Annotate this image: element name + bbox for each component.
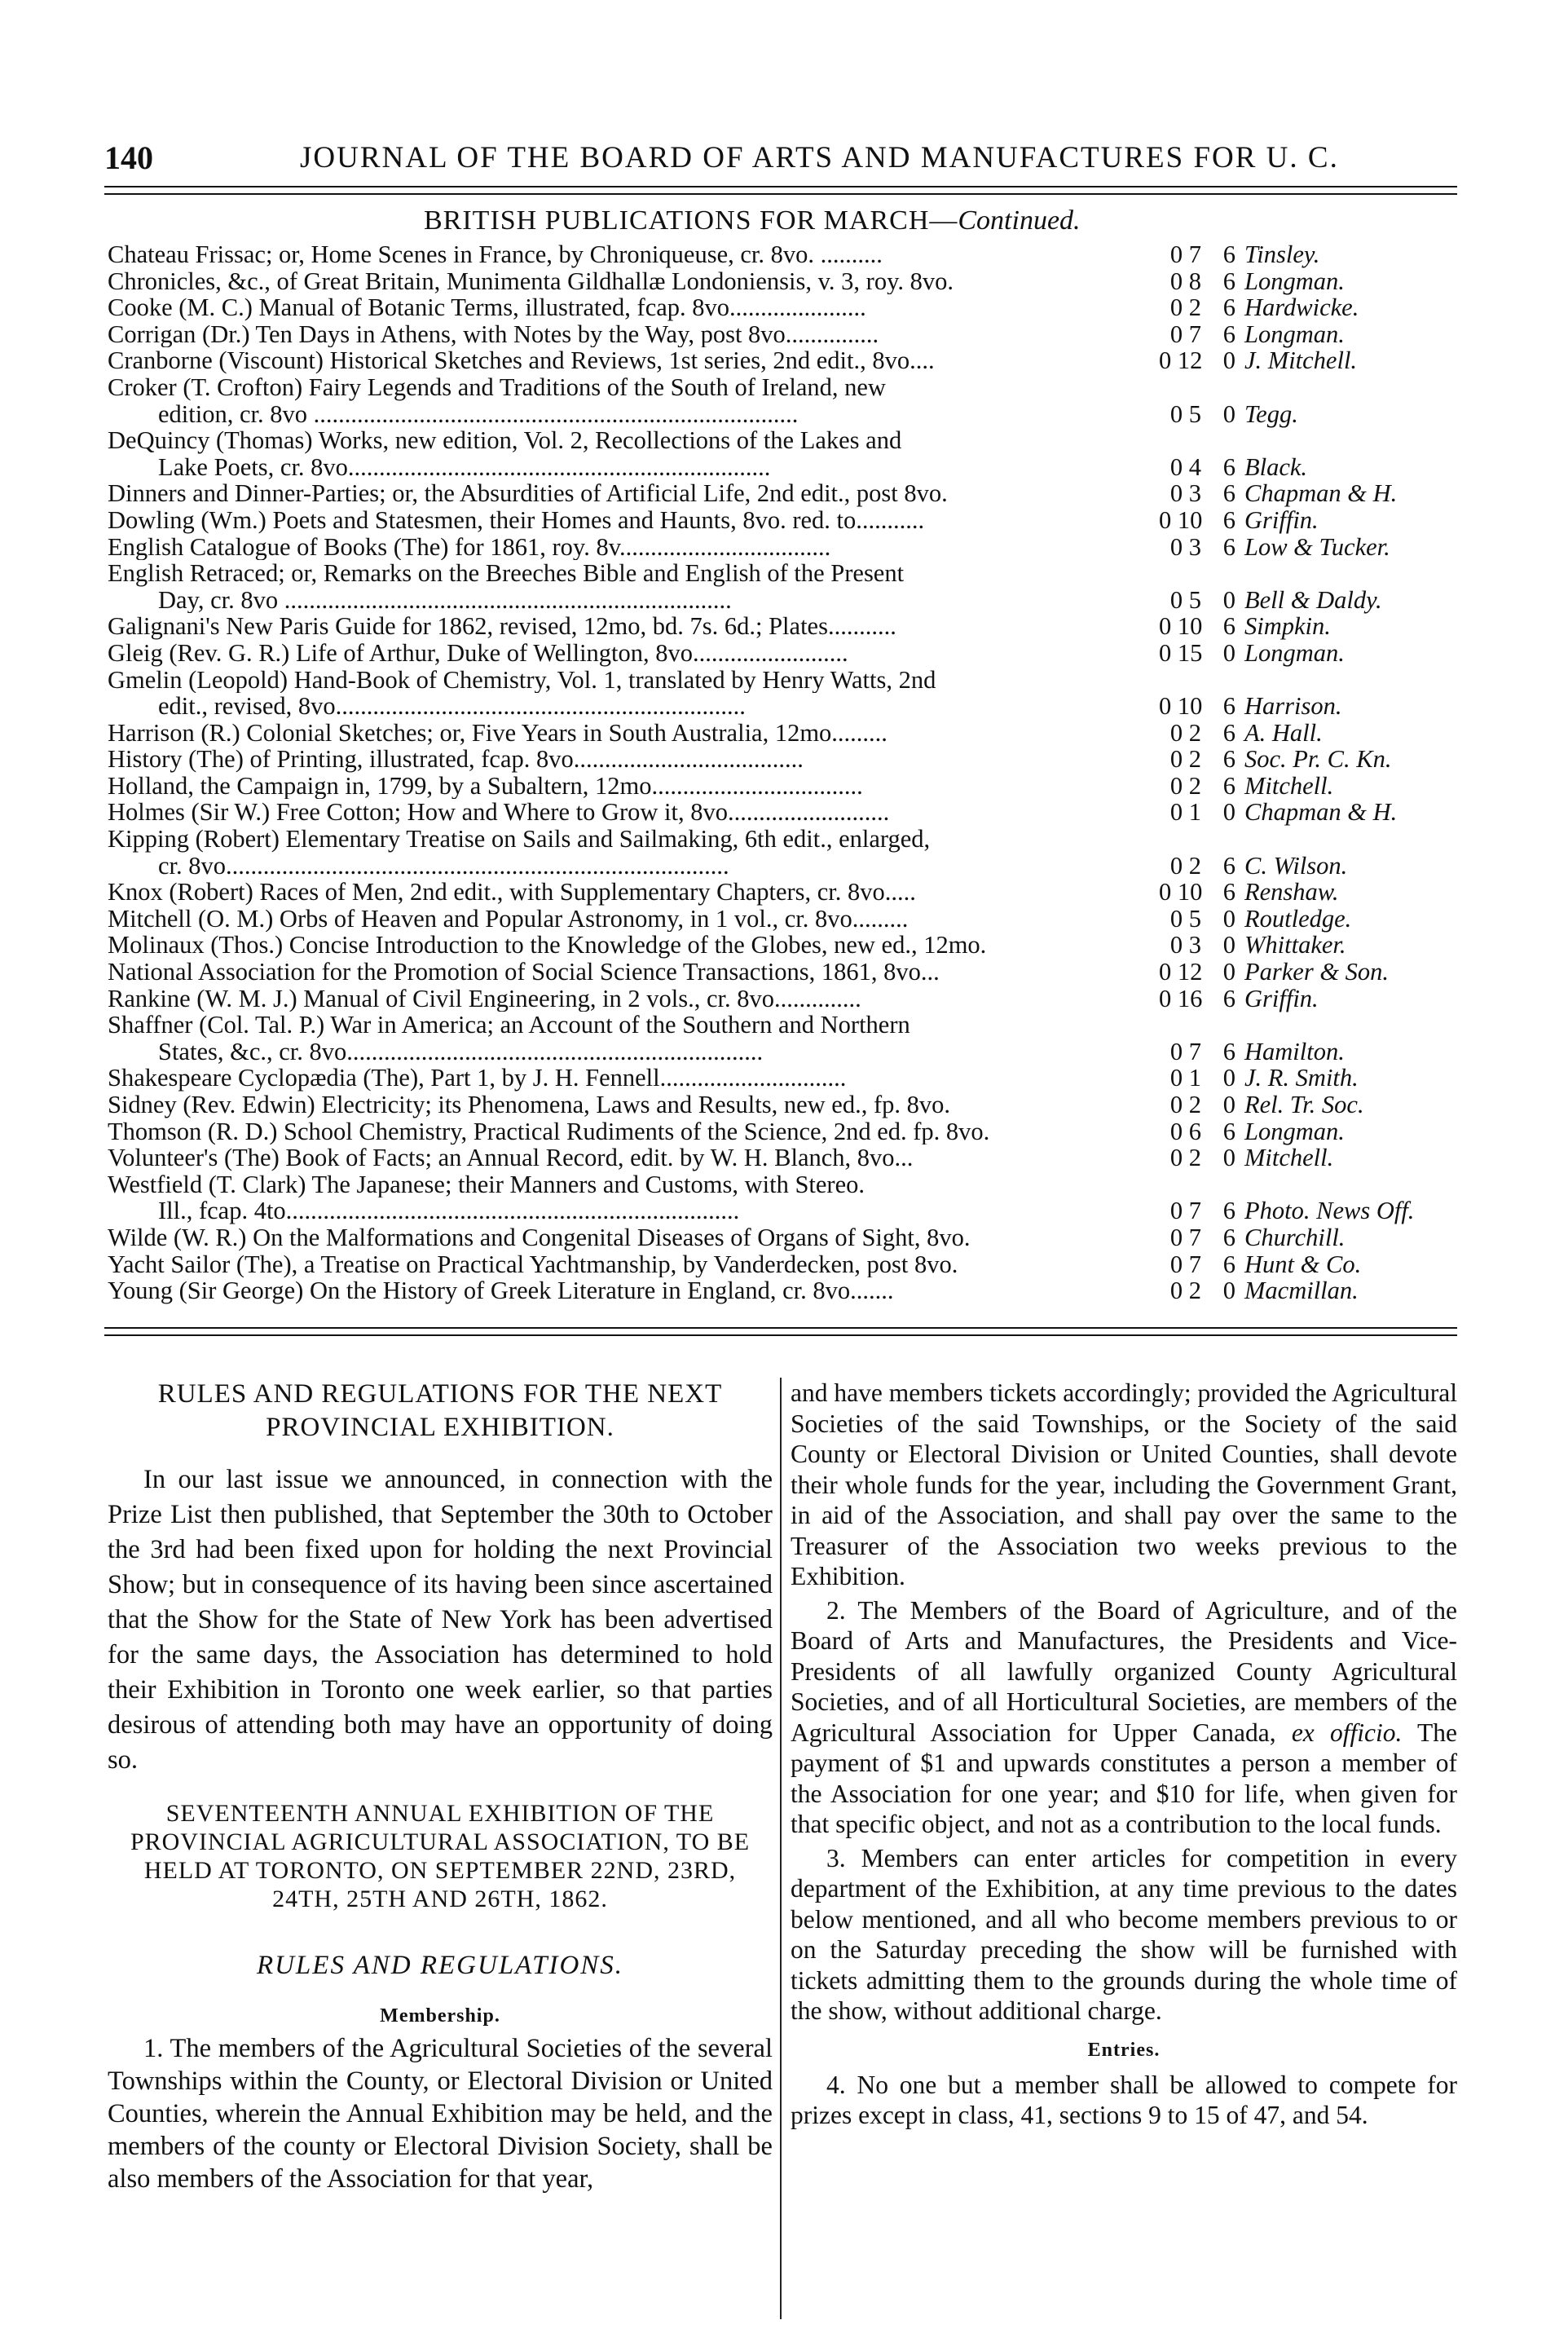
price-shillings: 0 5	[1169, 904, 1201, 933]
publication-row	[108, 1092, 1460, 1118]
price-shillings: 0 3	[1169, 479, 1201, 508]
price-pence: 0	[1222, 638, 1235, 667]
price-pence: 6	[1222, 745, 1235, 774]
publication-title: Dinners and Dinner-Parties; or, the Absurdities of Artificial Life, 2nd edit., post 8vo.	[108, 480, 948, 507]
price-pence: 0	[1222, 931, 1235, 959]
publisher: Tegg.	[1244, 399, 1298, 428]
publication-row	[108, 1251, 1460, 1278]
price-pence: 6	[1222, 612, 1235, 641]
price-pence: 0	[1222, 1277, 1235, 1305]
publisher: Black.	[1244, 452, 1308, 481]
publications-title-suffix: Continued.	[958, 205, 1081, 236]
publisher: Soc. Pr. C. Kn.	[1244, 745, 1392, 774]
rule-3: 3. Members can enter articles for competition in every department of the Exhibition, at any time previous to the dates below mentioned, and all who become members previous to or on the Saturday preceding the show will be furnished with tickets admitting them to the grounds during the whole time of the show, without additional charge.	[791, 1843, 1457, 2025]
price-shillings: 0 3	[1169, 532, 1201, 561]
publication-row	[108, 1171, 1460, 1198]
rule-4: 4. No one but a member shall be allowed to compete for prizes except in class, 41, sections 9 to 15 of 47, and 54.	[791, 2070, 1457, 2129]
publication-row	[108, 294, 1460, 321]
publication-title: States, &c., cr. 8vo...................................................................	[158, 1038, 764, 1065]
price-pence: 6	[1222, 452, 1235, 481]
publication-row	[108, 587, 1460, 614]
publication-row	[108, 374, 1460, 401]
price-shillings: 0 2	[1169, 1144, 1201, 1172]
publication-title: Day, cr. 8vo ........................................................................	[158, 586, 732, 614]
publication-row	[108, 480, 1460, 507]
publisher: J. Mitchell.	[1244, 346, 1358, 375]
price-pence: 6	[1222, 984, 1235, 1012]
price-shillings: 0 4	[1169, 452, 1201, 481]
publication-title: Ill., fcap. 4to.........................................................................	[158, 1197, 740, 1224]
publication-row	[108, 1277, 1460, 1304]
publication-title: Rankine (W. M. J.) Manual of Civil Engineering, in 2 vols., cr. 8vo..............	[108, 985, 861, 1012]
publications-title-text: BRITISH PUBLICATIONS FOR MARCH—	[424, 205, 958, 236]
rule-1: 1. The members of the Agricultural Societies of the several Townships within the County, or Electoral Division or United Counties, wherein the Annual Exhibition may be held, and the members of the county or Electoral Division Society, shall be also members of the Association for that year,	[108, 2034, 773, 2194]
publication-title: Yacht Sailor (The), a Treatise on Practical Yachtmanship, by Vanderdecken, post 8vo.	[108, 1250, 958, 1278]
publication-row	[108, 507, 1460, 534]
price-shillings: 0 5	[1169, 585, 1201, 614]
publication-row	[108, 720, 1460, 747]
publication-title: Shaffner (Col. Tal. P.) War in America; an Account of the Southern and Northern	[108, 1012, 910, 1039]
publication-row	[108, 268, 1460, 295]
price-pence: 6	[1222, 240, 1235, 268]
publication-title: Corrigan (Dr.) Ten Days in Athens, with Notes by the Way, post 8vo...............	[108, 320, 879, 348]
publication-row	[108, 773, 1460, 800]
price-pence: 6	[1222, 267, 1235, 295]
price-shillings: 0 7	[1169, 320, 1201, 348]
publication-title: Lake Poets, cr. 8vo....................................................................	[158, 453, 771, 481]
column-divider	[780, 1378, 782, 2319]
publication-row	[108, 853, 1460, 880]
entries-subhead: Entries.	[1087, 2039, 1161, 2061]
publisher: Parker & Son.	[1244, 958, 1390, 986]
price-shillings: 0 1	[1169, 1064, 1201, 1092]
publication-title: National Association for the Promotion of Social Science Transactions, 1861, 8vo...	[108, 959, 940, 986]
price-shillings: 0 2	[1169, 745, 1201, 774]
publisher: Hunt & Co.	[1244, 1250, 1362, 1278]
price-pence: 6	[1222, 1197, 1235, 1225]
price-pence: 0	[1222, 904, 1235, 933]
price-pence: 6	[1222, 718, 1235, 747]
publication-title: edit., revised, 8vo..................................................................	[158, 693, 746, 720]
publications-title	[424, 205, 1081, 236]
membership-subhead: Membership.	[380, 2005, 500, 2027]
publisher: Mitchell.	[1244, 1144, 1334, 1172]
publication-row	[108, 454, 1460, 481]
publication-title: Chronicles, &c., of Great Britain, Munimenta Gildhallæ Londoniensis, v. 3, roy. 8vo.	[108, 267, 954, 295]
publisher: Macmillan.	[1244, 1277, 1359, 1305]
price-shillings: 0 6	[1169, 1117, 1201, 1145]
publication-row	[108, 932, 1460, 959]
publication-row	[108, 401, 1460, 428]
publication-row	[108, 906, 1460, 933]
publication-row	[108, 746, 1460, 773]
price-shillings: 0 12	[1159, 346, 1203, 375]
publication-row	[108, 613, 1460, 640]
publication-row	[108, 959, 1460, 986]
publication-title: English Catalogue of Books (The) for 1861, roy. 8v..................................	[108, 533, 831, 561]
publication-title: Volunteer's (The) Book of Facts; an Annual Record, edit. by W. H. Blanch, 8vo...	[108, 1145, 914, 1171]
publication-row	[108, 1039, 1460, 1065]
price-shillings: 0 7	[1169, 1037, 1201, 1065]
price-shillings: 0 8	[1169, 267, 1201, 295]
price-shillings: 0 15	[1159, 638, 1203, 667]
publication-title: Gmelin (Leopold) Hand-Book of Chemistry, Vol. 1, translated by Henry Watts, 2nd	[108, 666, 936, 694]
publication-title: cr. 8vo.................................................................................	[158, 852, 729, 880]
price-shillings: 0 12	[1159, 958, 1203, 986]
price-pence: 0	[1222, 1091, 1235, 1118]
publication-title: Cooke (M. C.) Manual of Botanic Terms, illustrated, fcap. 8vo......................	[108, 294, 866, 321]
publication-title: Young (Sir George) On the History of Greek Literature in England, cr. 8vo.......	[108, 1277, 894, 1304]
price-shillings: 0 7	[1169, 1197, 1201, 1225]
publisher: A. Hall.	[1244, 718, 1323, 747]
right-column	[791, 1378, 1457, 2131]
price-shillings: 0 3	[1169, 931, 1201, 959]
price-pence: 6	[1222, 293, 1235, 322]
price-shillings: 0 10	[1159, 692, 1203, 721]
publication-row	[108, 1012, 1460, 1039]
publication-row	[108, 799, 1460, 826]
publications-end-rule	[104, 1327, 1457, 1336]
rules-regulations-heading: RULES AND REGULATIONS.	[256, 1951, 624, 1980]
publisher: Rel. Tr. Soc.	[1244, 1091, 1364, 1118]
publication-row	[108, 321, 1460, 348]
publisher: Mitchell.	[1244, 771, 1334, 800]
price-pence: 6	[1222, 479, 1235, 508]
publisher: Longman.	[1244, 1117, 1345, 1145]
publication-title: Sidney (Rev. Edwin) Electricity; its Phenomena, Laws and Results, new ed., fp. 8vo.	[108, 1092, 950, 1118]
price-shillings: 0 7	[1169, 1250, 1201, 1278]
price-pence: 0	[1222, 1144, 1235, 1172]
publisher: Chapman & H.	[1244, 798, 1398, 827]
publisher: C. Wilson.	[1244, 851, 1348, 880]
price-pence: 6	[1222, 771, 1235, 800]
publication-row	[108, 1197, 1460, 1224]
publication-title: Knox (Robert) Races of Men, 2nd edit., with Supplementary Chapters, cr. 8vo.....	[108, 879, 916, 906]
publication-title: History (The) of Printing, illustrated, fcap. 8vo.....................................	[108, 746, 804, 773]
exhibition-heading: SEVENTEENTH ANNUAL EXHIBITION OF THE PROVINCIAL AGRICULTURAL ASSOCIATION, TO BE HELD AT TORONTO, ON SEPTEMBER 22ND, 23RD, 24TH, 25TH AND 26TH, 1862.	[130, 1800, 751, 1912]
publisher: Hamilton.	[1244, 1037, 1345, 1065]
publication-row	[108, 427, 1460, 454]
price-pence: 6	[1222, 692, 1235, 721]
publication-row	[108, 667, 1460, 694]
publisher: Simpkin.	[1244, 612, 1331, 641]
publication-title: Harrison (R.) Colonial Sketches; or, Five Years in South Australia, 12mo.........	[108, 719, 888, 747]
price-pence: 6	[1222, 505, 1235, 534]
publisher: Griffin.	[1244, 505, 1319, 534]
rule-2-payment: The payment of $1 and upwards constitutes a person a member of the Association for one year; and $10 for life, when given for that specific object, and not as a contribution to the local funds.	[791, 1718, 1457, 1838]
publication-row	[108, 1118, 1460, 1145]
publisher: Hardwicke.	[1244, 293, 1359, 322]
publication-title: Gleig (Rev. G. R.) Life of Arthur, Duke of Wellington, 8vo.........................	[108, 639, 848, 667]
publication-title: Cranborne (Viscount) Historical Sketches and Reviews, 1st series, 2nd edit., 8vo....	[108, 347, 935, 374]
price-shillings: 0 2	[1169, 1277, 1201, 1305]
price-shillings: 0 2	[1169, 293, 1201, 322]
publisher: Photo. News Off.	[1244, 1197, 1415, 1225]
price-shillings: 0 10	[1159, 505, 1203, 534]
publication-row	[108, 241, 1460, 268]
publication-row	[108, 347, 1460, 374]
publications-list	[108, 241, 1460, 1304]
publisher: Low & Tucker.	[1244, 532, 1390, 561]
price-pence: 0	[1222, 346, 1235, 375]
publication-row	[108, 693, 1460, 720]
publication-title: edition, cr. 8vo ..............................................................................	[158, 400, 799, 428]
publication-row	[108, 560, 1460, 587]
publication-title: Mitchell (O. M.) Orbs of Heaven and Popular Astronomy, in 1 vol., cr. 8vo.........	[108, 905, 909, 933]
publication-title: Holland, the Campaign in, 1799, by a Subaltern, 12mo..................................	[108, 772, 863, 800]
price-pence: 6	[1222, 532, 1235, 561]
price-shillings: 0 2	[1169, 771, 1201, 800]
price-pence: 6	[1222, 1223, 1235, 1251]
price-pence: 0	[1222, 958, 1235, 986]
rule-1-continued: and have members tickets accordingly; provided the Agricultural Societies of the said Townships, or the Society of the said County or Electoral Division or United Counties, shall devote their whole funds for the year, including the Government Grant, in aid of the Association, and shall pay over the same to the Treasurer of the Association two weeks previous to the Exhibition.	[791, 1378, 1457, 1590]
publication-title: Westfield (T. Clark) The Japanese; their Manners and Customs, with Stereo.	[108, 1171, 865, 1198]
publisher: Bell & Daldy.	[1244, 585, 1382, 614]
price-pence: 0	[1222, 798, 1235, 827]
running-head: JOURNAL OF THE BOARD OF ARTS AND MANUFACTURES FOR U. C.	[300, 141, 1339, 174]
price-pence: 0	[1222, 585, 1235, 614]
price-shillings: 0 1	[1169, 798, 1201, 827]
publication-row	[108, 1224, 1460, 1251]
rule-2	[791, 1595, 1457, 1840]
page-number: 140	[104, 139, 153, 176]
price-pence: 6	[1222, 320, 1235, 348]
publisher: Longman.	[1244, 267, 1345, 295]
publisher: Griffin.	[1244, 984, 1319, 1012]
rule-2-text: 2. The Members of the Board of Agriculture, and of the Board of Arts and Manufactures, the Presidents and Vice-Presidents of all lawfully organized County Agricultural Societies, and of all Horticultural Societies, are members of the Agricultural Association for Upper Canada,	[791, 1595, 1457, 1747]
publication-title: Dowling (Wm.) Poets and Statesmen, their Homes and Haunts, 8vo. red. to...........	[108, 506, 925, 534]
publication-row	[108, 1145, 1460, 1171]
price-shillings: 0 16	[1159, 984, 1203, 1012]
price-shillings: 0 10	[1159, 612, 1203, 641]
publisher: Renshaw.	[1244, 878, 1339, 906]
rule-2-ex-officio: ex officio.	[1291, 1718, 1403, 1747]
publisher: Churchill.	[1244, 1223, 1346, 1251]
publisher: Chapman & H.	[1244, 479, 1398, 508]
rules-heading: RULES AND REGULATIONS FOR THE NEXT PROVINCIAL EXHIBITION.	[157, 1379, 723, 1442]
price-shillings: 0 2	[1169, 718, 1201, 747]
price-pence: 6	[1222, 851, 1235, 880]
left-column	[108, 1378, 773, 2195]
header-rule	[104, 186, 1457, 195]
price-pence: 0	[1222, 1064, 1235, 1092]
price-shillings: 0 10	[1159, 878, 1203, 906]
publisher: Harrison.	[1244, 692, 1342, 721]
publication-row	[108, 640, 1460, 667]
publication-row	[108, 534, 1460, 561]
publisher: Whittaker.	[1244, 931, 1346, 959]
publisher: Tinsley.	[1244, 240, 1320, 268]
price-pence: 6	[1222, 878, 1235, 906]
publication-title: Wilde (W. R.) On the Malformations and Congenital Diseases of Organs of Sight, 8vo.	[108, 1224, 971, 1251]
price-pence: 6	[1222, 1117, 1235, 1145]
page-header	[104, 139, 1465, 187]
price-shillings: 0 7	[1169, 240, 1201, 268]
publisher: Longman.	[1244, 638, 1345, 667]
publication-title: Holmes (Sir W.) Free Cotton; How and Where to Grow it, 8vo..........................	[108, 799, 890, 827]
publication-title: Thomson (R. D.) School Chemistry, Practical Rudiments of the Science, 2nd ed. fp. 8vo.	[108, 1118, 990, 1145]
publication-row	[108, 826, 1460, 853]
publication-title: Galignani's New Paris Guide for 1862, revised, 12mo, bd. 7s. 6d.; Plates...........	[108, 613, 896, 640]
publication-title: Kipping (Robert) Elementary Treatise on Sails and Sailmaking, 6th edit., enlarged,	[108, 826, 931, 853]
publication-title: DeQuincy (Thomas) Works, new edition, Vol. 2, Recollections of the Lakes and	[108, 427, 902, 454]
publication-row	[108, 1065, 1460, 1092]
price-shillings: 0 2	[1169, 1091, 1201, 1118]
publisher: Longman.	[1244, 320, 1345, 348]
price-shillings: 0 5	[1169, 399, 1201, 428]
publisher: J. R. Smith.	[1244, 1064, 1359, 1092]
price-pence: 0	[1222, 399, 1235, 428]
price-shillings: 0 7	[1169, 1223, 1201, 1251]
publication-title: English Retraced; or, Remarks on the Breeches Bible and English of the Present	[108, 560, 905, 587]
publication-title: Chateau Frissac; or, Home Scenes in France, by Chroniqueuse, cr. 8vo. ..........	[108, 241, 883, 268]
publication-title: Shakespeare Cyclopædia (The), Part 1, by J. H. Fennell..............................	[108, 1065, 847, 1092]
publication-title: Croker (T. Crofton) Fairy Legends and Traditions of the South of Ireland, new	[108, 373, 886, 401]
publication-row	[108, 879, 1460, 906]
publisher: Routledge.	[1244, 904, 1352, 933]
publication-title: Molinaux (Thos.) Concise Introduction to the Knowledge of the Globes, new ed., 12mo.	[108, 932, 987, 959]
price-pence: 6	[1222, 1250, 1235, 1278]
publication-row	[108, 986, 1460, 1012]
intro-paragraph: In our last issue we announced, in connection with the Prize List then published, that September the 30th to October the 3rd had been fixed upon for holding the next Provincial Show; but in consequence of its having been since ascertained that the Show for the State of New York has been advertised for the same days, the Association has determined to hold their Exhibition in Toronto one week earlier, so that parties desirous of attending both may have an opportunity of doing so.	[108, 1465, 773, 1775]
price-shillings: 0 2	[1169, 851, 1201, 880]
price-pence: 6	[1222, 1037, 1235, 1065]
